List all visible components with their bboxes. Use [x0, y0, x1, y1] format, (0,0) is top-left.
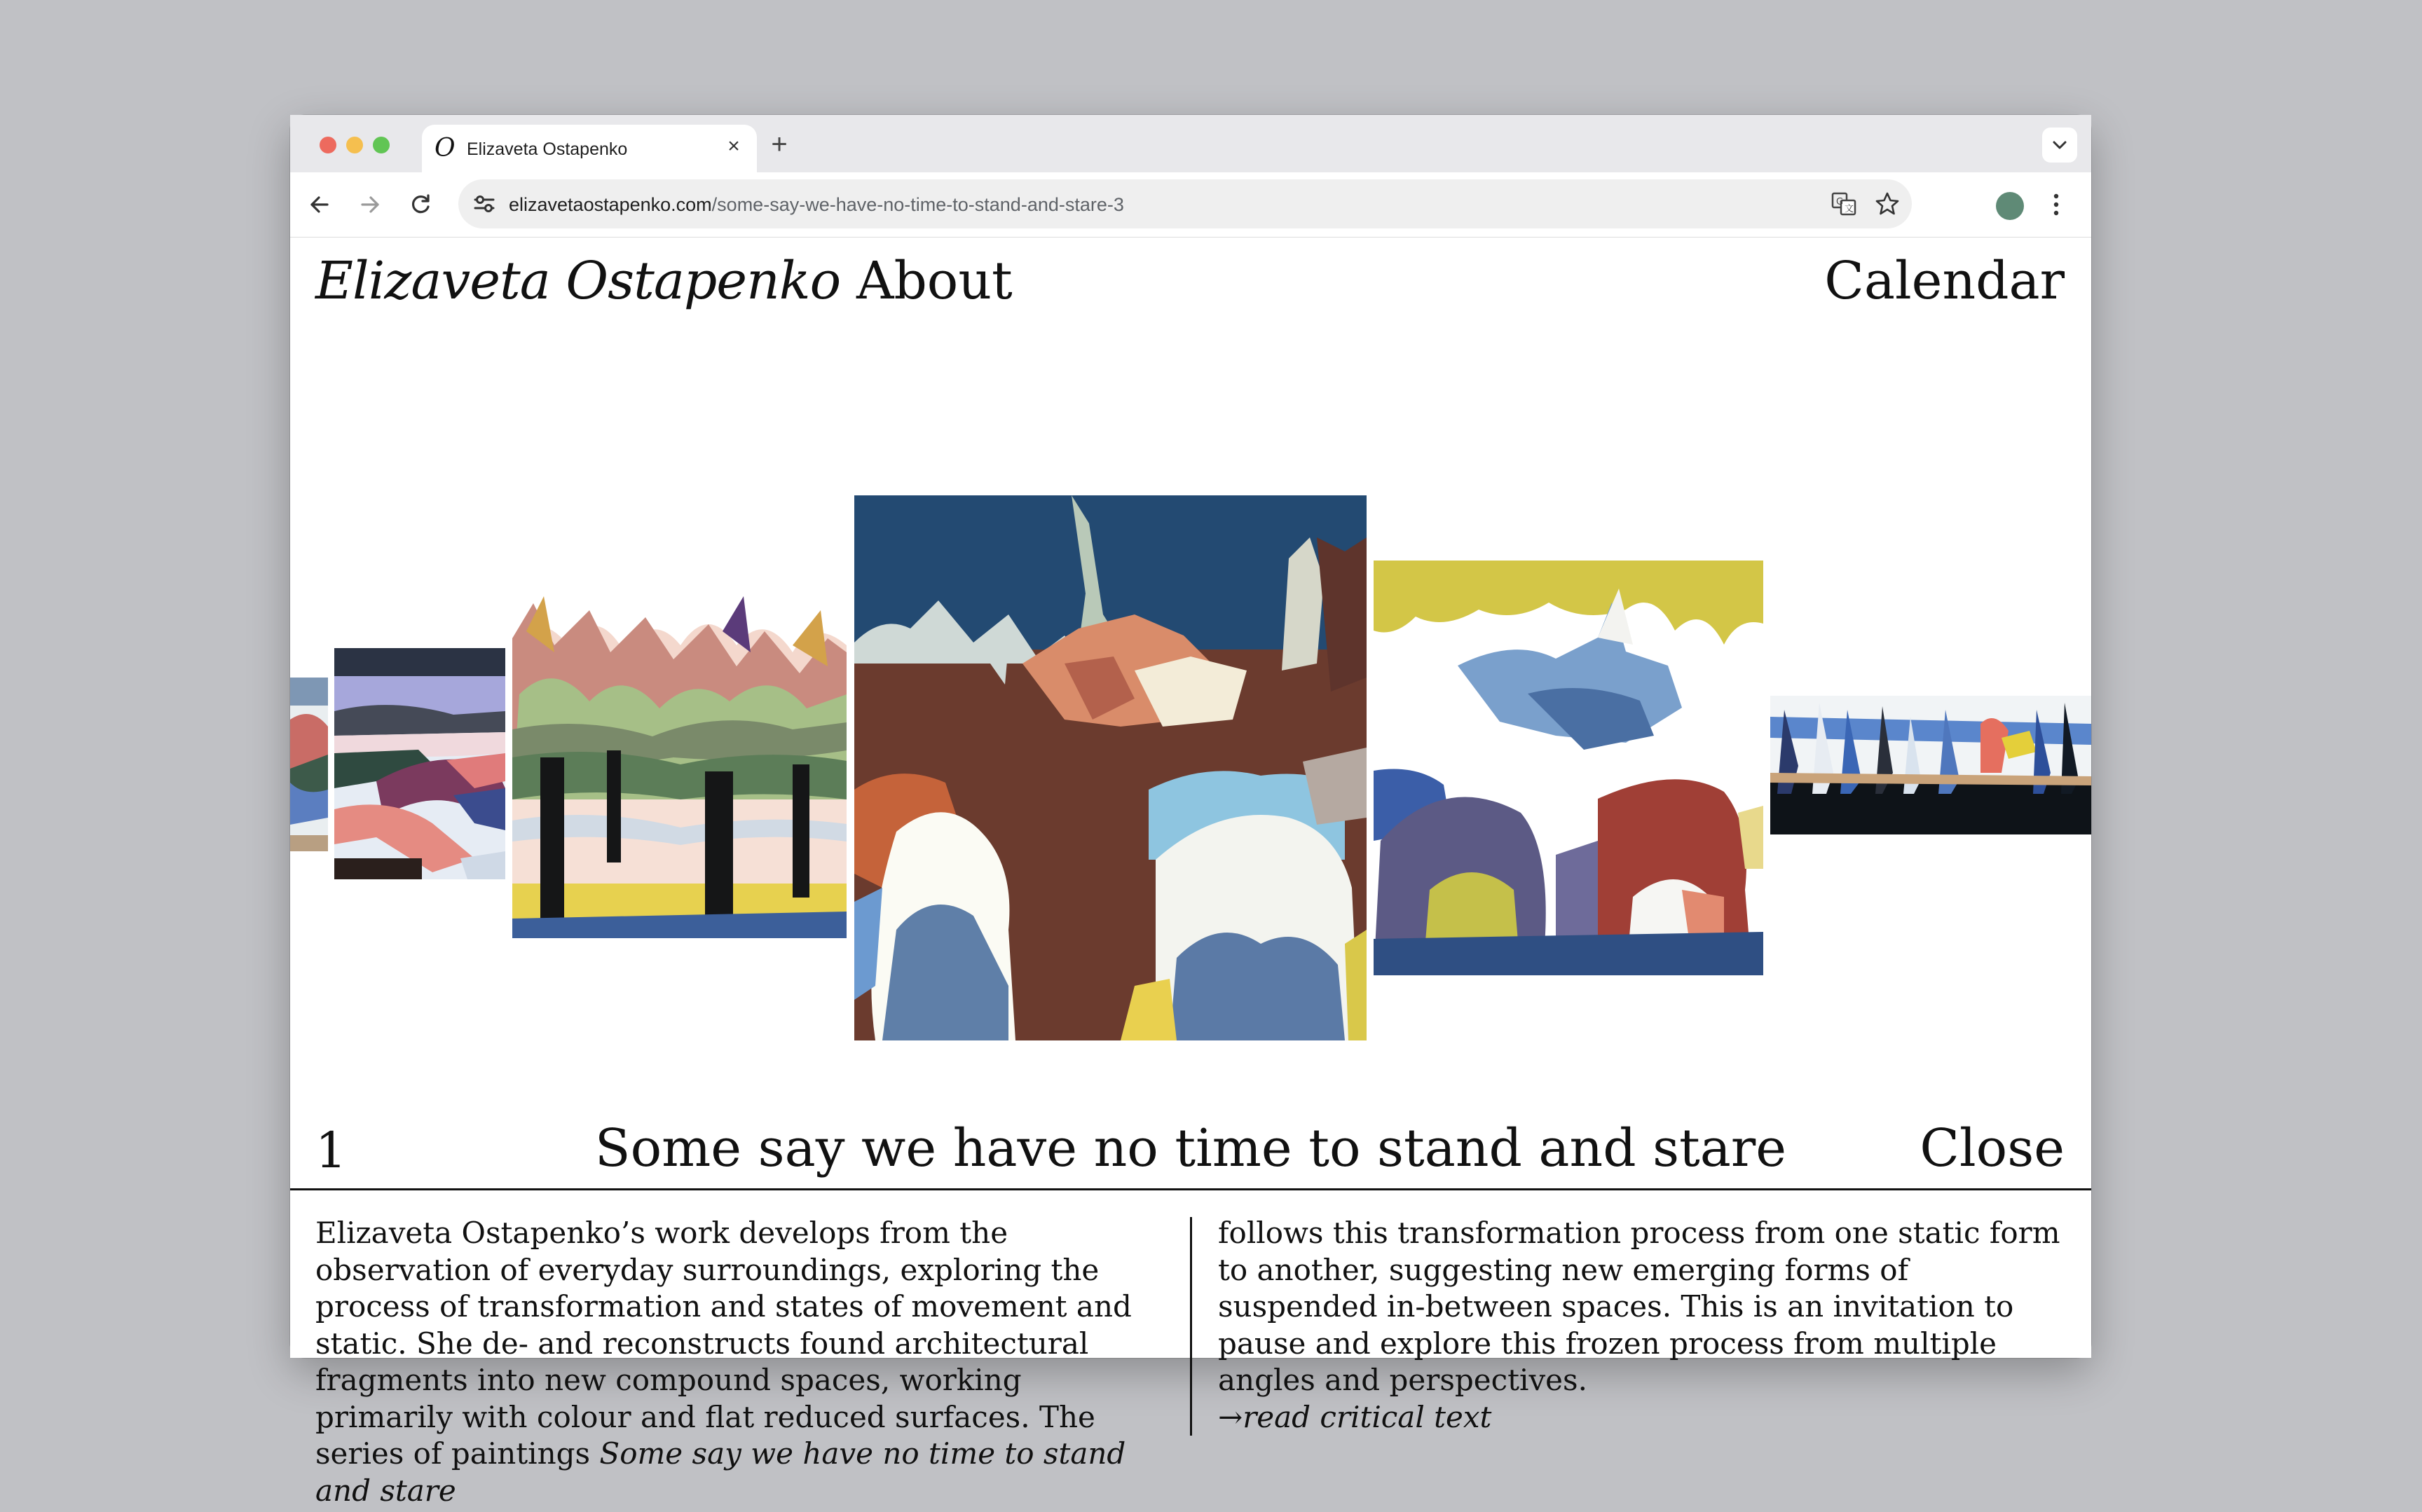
web-page	[290, 238, 2091, 1508]
painting-image	[512, 589, 847, 938]
painting-image	[854, 495, 1367, 1040]
back-arrow-icon	[303, 188, 336, 221]
new-tab-button[interactable]: +	[771, 129, 788, 160]
url-text[interactable]	[509, 193, 1124, 216]
painting-thumbnail[interactable]	[290, 678, 328, 851]
close-window-button[interactable]	[320, 137, 336, 153]
nav-about-link[interactable]: About	[856, 251, 1013, 311]
painting-thumbnail[interactable]	[512, 589, 847, 938]
minimize-window-button[interactable]	[346, 137, 363, 153]
address-bar[interactable]	[458, 179, 1912, 228]
more-menu-icon[interactable]	[2042, 189, 2070, 220]
reload-button[interactable]	[404, 188, 437, 221]
painting-image	[334, 648, 505, 879]
column-divider	[1190, 1217, 1192, 1436]
close-link[interactable]: Close	[1920, 1118, 2065, 1178]
reload-icon	[404, 188, 437, 221]
read-critical-text-label: read critical text	[1243, 1399, 1492, 1434]
forward-button[interactable]	[353, 188, 387, 221]
section-divider	[290, 1188, 2091, 1190]
description-paragraph	[315, 1215, 1156, 1509]
series-title-italic: Some say we have no time to stand and stare	[315, 1436, 1126, 1508]
description-right-column	[1218, 1215, 2066, 1436]
favicon-icon: O	[435, 134, 456, 163]
profile-avatar[interactable]	[1996, 192, 2024, 220]
painting-thumbnail[interactable]	[1770, 696, 2091, 834]
back-button[interactable]	[303, 188, 336, 221]
painting-thumbnail[interactable]	[334, 648, 505, 879]
painting-featured[interactable]	[854, 495, 1367, 1040]
chevron-down-icon	[2042, 128, 2077, 163]
painting-image	[290, 678, 328, 851]
bookmark-star-icon[interactable]	[1873, 189, 1902, 219]
site-logo-link[interactable]: Elizaveta Ostapenko	[315, 251, 841, 311]
browser-window	[290, 115, 2091, 1508]
description-left-text: Elizaveta Ostapenko’s work develops from the observation of everyday surroundings, exploring the process of transformation and states of movement and static. She de- and reconstructs found architectural fragments into new compound spaces, working primarily with colour and flat reduced surfaces. The series of paintings	[315, 1216, 1132, 1471]
svg-text:文: 文	[1845, 204, 1854, 214]
painting-index: 1	[315, 1122, 347, 1179]
series-title: Some say we have no time to stand and stare	[594, 1118, 1787, 1178]
forward-arrow-icon	[353, 188, 387, 221]
description-right-text: follows this transformation process from one static form to another, suggesting new emerging forms of suspended in-between spaces. This is an invitation to pause and explore this frozen process from multiple angles and perspectives.	[1218, 1216, 2060, 1397]
painting-image	[1374, 561, 1763, 975]
read-critical-text-link[interactable]	[1218, 1399, 2066, 1436]
svg-text:G: G	[1836, 197, 1844, 207]
painting-thumbnail[interactable]	[1374, 561, 1763, 975]
arrow-right-icon: →	[1218, 1399, 1243, 1434]
tab-title: Elizaveta Ostapenko	[467, 139, 628, 159]
tab-strip	[290, 115, 2091, 172]
site-info-icon[interactable]	[468, 188, 500, 220]
translate-icon[interactable]	[1829, 189, 1859, 219]
zoom-window-button[interactable]	[373, 137, 390, 153]
painting-image	[1770, 696, 2091, 834]
nav-calendar-link[interactable]: Calendar	[1824, 251, 2065, 311]
browser-toolbar	[290, 172, 2091, 238]
tab-close-icon[interactable]: ×	[727, 135, 740, 158]
tab-search-button[interactable]	[2042, 128, 2077, 163]
url-host: elizavetaostapenko.com	[509, 194, 712, 215]
active-tab[interactable]	[422, 125, 757, 172]
url-path: /some-say-we-have-no-time-to-stand-and-stare-3	[711, 194, 1124, 215]
description-left-column	[315, 1215, 1156, 1509]
